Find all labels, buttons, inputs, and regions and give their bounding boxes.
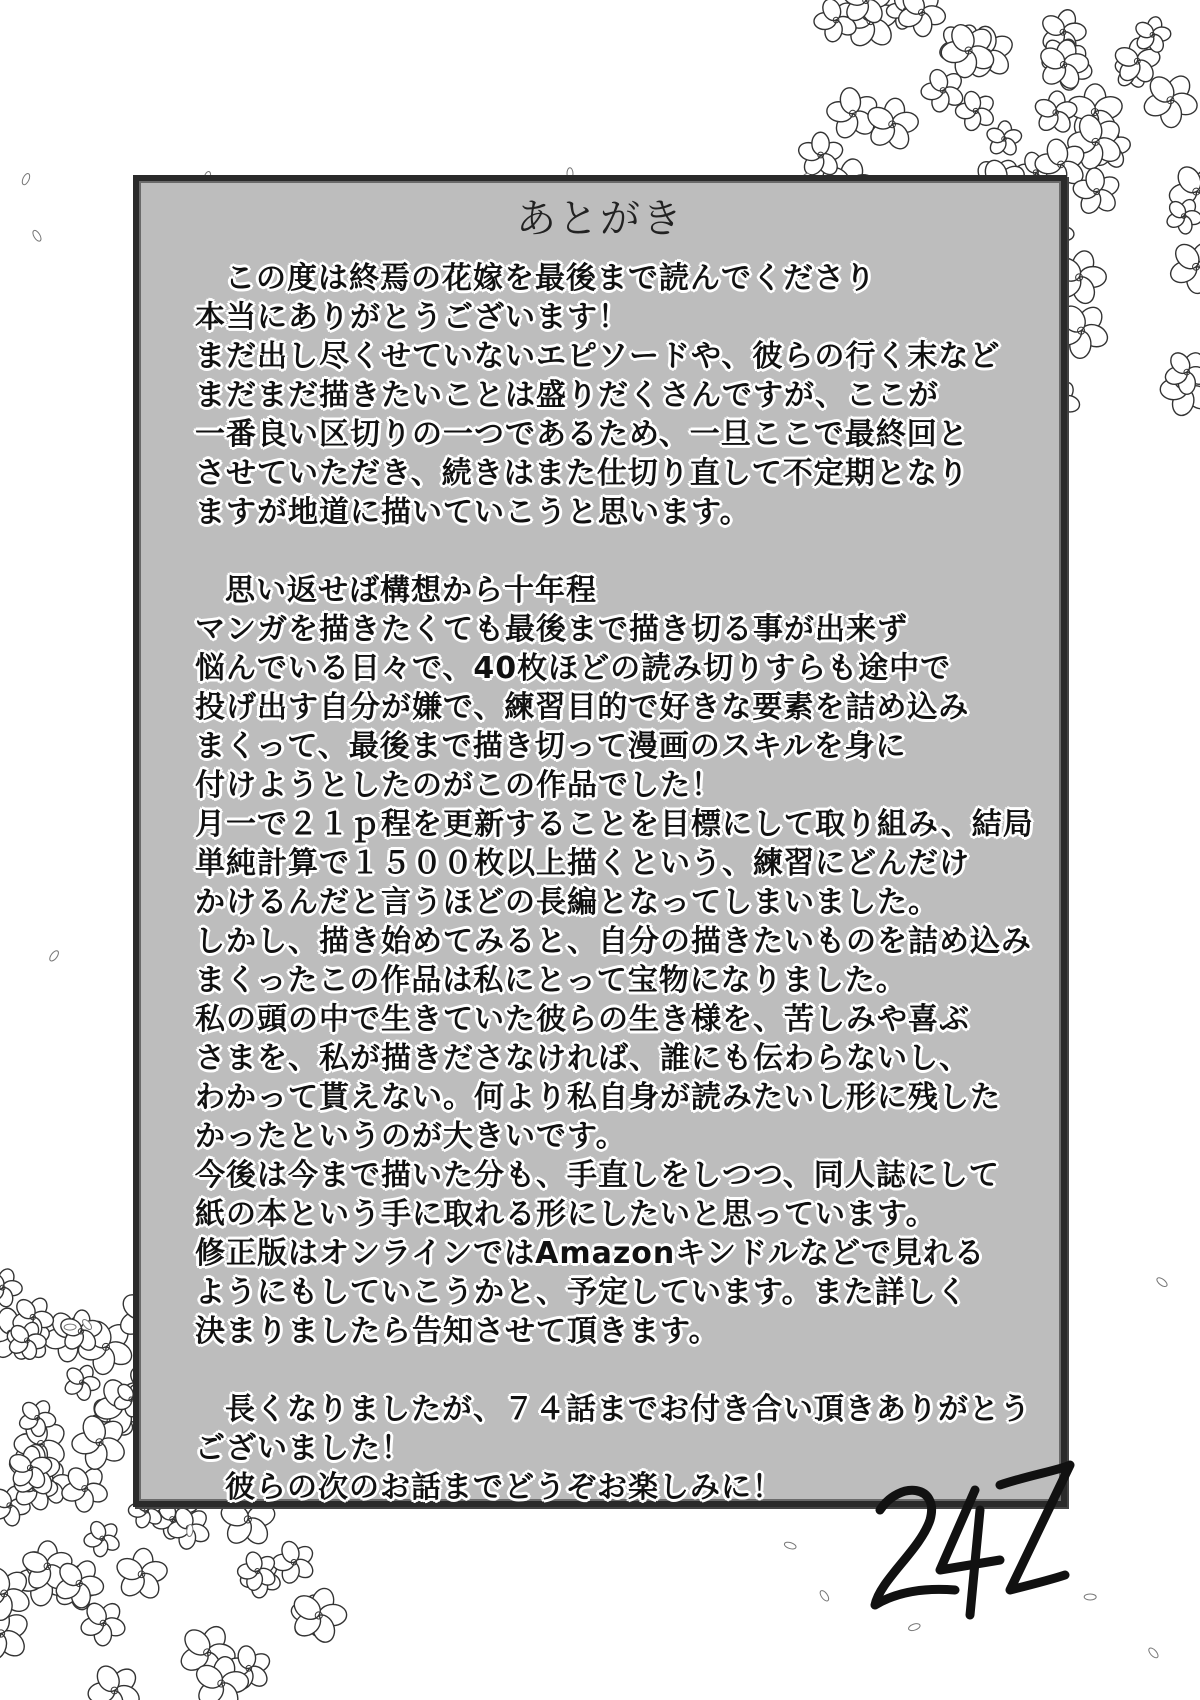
petal-icon [31, 229, 42, 242]
petal-icon [784, 1541, 797, 1550]
page-title: あとがき [516, 196, 684, 242]
signature-icon [860, 1440, 1080, 1630]
text-line: 紙の本という手に取れる形にしたいと思っています。 [195, 1197, 937, 1232]
text-line: この度は終焉の花嫁を最後まで読んでくださり [225, 261, 876, 296]
text-line: 長くなりましたが、７４話までお付き合い頂きありがとう [225, 1392, 1031, 1427]
text-line: 彼らの次のお話までどうぞお楽しみに！ [225, 1470, 783, 1505]
text-line: させていただき、続きはまた仕切り直して不定期となり [195, 456, 969, 491]
cherry-blossom-icon [1157, 229, 1200, 305]
text-line: まだ出し尽くせていないエピソードや、彼らの行く末など [195, 339, 1001, 374]
text-line: 一番良い区切りの一つであるため、一旦ここで最終回と [195, 417, 969, 452]
text-line: 投げ出す自分が嫌で、練習目的で好きな要素を詰め込み [195, 690, 970, 725]
afterword-text [195, 259, 1065, 1507]
text-line: 私の頭の中で生きていた彼らの生き様を、苦しみや喜ぶ [195, 1002, 970, 1037]
text-line: 今後は今まで描いた分も、手直しをしつつ、同人誌にして [195, 1158, 1000, 1193]
text-line: 決まりましたら告知させて頂きます。 [195, 1314, 720, 1349]
text-line: マンガを描きたくても最後まで描き切る事が出来ず [195, 612, 908, 647]
text-line: 悩んでいる日々で、40枚ほどの読み切りすらも途中で [195, 651, 952, 686]
petal-icon [818, 1589, 830, 1602]
text-line: かけるんだと言うほどの長編となってしまいました。 [195, 885, 939, 920]
cherry-blossom-icon [75, 1652, 153, 1700]
text-line: 単純計算で１５００枚以上描くという、練習にどんだけ [195, 846, 970, 881]
text-line: 修正版はオンラインではAmazonキンドルなどで見れる [195, 1236, 985, 1271]
text-line: ございました！ [195, 1431, 412, 1466]
text-line: ようにもしていこうかと、予定しています。また詳しく [195, 1275, 968, 1310]
petal-icon [64, 1324, 76, 1330]
petal-icon [1147, 1646, 1160, 1659]
petal-icon [48, 949, 60, 962]
text-line: ますが地道に描いていこうと思います。 [195, 495, 751, 530]
afterword-panel [133, 175, 1067, 1507]
text-line: 月一で２１ｐ程を更新することを目標にして取り組み、結局 [195, 807, 1034, 842]
text-line: 付けようとしたのがこの作品でした！ [195, 768, 722, 803]
text-line: さまを、私が描きださなければ、誰にも伝わらないし、 [195, 1041, 970, 1076]
petal-icon [21, 172, 31, 185]
petal-icon [1084, 1594, 1096, 1600]
text-line: まくったこの作品は私にとって宝物になりました。 [195, 963, 907, 998]
cherry-blossom-icon [1031, 89, 1081, 137]
paragraph-gap [195, 532, 1065, 571]
text-line: わかって貰えない。何より私自身が読みたいし形に残した [195, 1080, 1001, 1115]
text-line: まくって、最後まで描き切って漫画のスキルを身に [195, 729, 907, 764]
text-line: 思い返せば構想から十年程 [225, 573, 597, 608]
paragraph-gap [195, 1351, 1065, 1390]
petal-icon [1155, 1276, 1168, 1288]
cherry-blossom-icon [75, 1512, 129, 1566]
text-line: しかし、描き始めてみると、自分の描きたいものを詰め込み [195, 924, 1032, 959]
text-line: かったというのが大きいです。 [195, 1119, 627, 1154]
text-line: 本当にありがとうございます！ [195, 300, 629, 335]
cherry-blossom-icon [111, 1546, 172, 1604]
text-line: まだまだ描きたいことは盛りだくさんですが、ここが [195, 378, 939, 413]
